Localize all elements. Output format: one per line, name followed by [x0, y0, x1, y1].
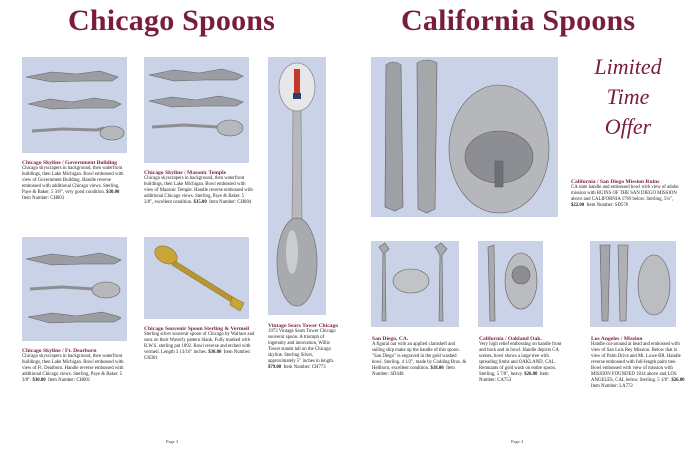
item-price: $30.00	[106, 190, 120, 196]
item-price: $26.00	[671, 377, 685, 383]
item-title: Vintage Sears Tower Chicago	[268, 323, 339, 329]
item-price: $26.00	[524, 371, 538, 377]
item-title: Chicago Skyline / Ft. Dearborn	[22, 348, 97, 354]
item-title: Chicago Skyline / Government Building	[22, 160, 118, 166]
item-title: Chicago Skyline / Masonic Temple	[144, 170, 227, 176]
item-description: Sterling silver souvenir spoon of Chicago by Wallace and sons on their Waverly pattern blank. Fully marked with R.W.S. sterling pat 1892. Bowl reverse and etched with vermeil. Length 3 13/16" inches.	[144, 332, 255, 356]
right-page-title: California Spoons	[401, 4, 636, 37]
spoon-photo-san-diego	[371, 241, 459, 327]
item-price: $30.00	[32, 378, 46, 384]
item-title: California / San Diego Mission Ruins	[571, 179, 660, 185]
offer-line: Time	[606, 84, 650, 109]
spoon-photo-government-building	[22, 57, 127, 153]
item-description: Chicago skyscrapers in background, then waterfront buildings, then Lake Michigan. Bowl embossed with view of Ft. Dearborn. Handle reverse embossed with additional Chicago views. Sterling, Paye & Baker. 5 3/8".	[22, 354, 124, 384]
item-number: Item Number: SD448	[372, 366, 455, 377]
item-number: Item Number: CH773	[283, 364, 326, 370]
item-title: Los Angeles / Mission	[591, 336, 643, 342]
item-price: $18.00	[430, 366, 444, 372]
left-page-title: Chicago Spoons	[68, 4, 276, 37]
spoon-photo-mission-ruins	[371, 57, 558, 217]
item-price: $30.00	[208, 350, 222, 356]
item-description: Handle cut-around at head and embossed with view of San Luis Rey Mission. Below that is view of Palm Drive and Mt. Lowe RR. Handle reverse embossed with full-length palm tree. Bowl embossed with view of mission with MISSION FOUNDED 1814 above and LOS ANGELES, CAL below. Sterling. 5 1/8".	[591, 342, 681, 383]
item-title: Chicago Souvenir Spoon Sterling & Vermeil	[144, 326, 250, 332]
item-description: A figural oar with an applied clamshell and sailing ship make up the handle of this spoon. "San Diego" is engraved in the gold washed bowl. Sterling. 4 1/2", made by Codding Bros. & Heilborn, excellent condition.	[372, 342, 467, 372]
item-government-building	[22, 160, 128, 202]
item-description: Chicago skyscrapers in background, then waterfront buildings, then Lake Michigan. Bowl embossed with view of Masonic Temple. Handle reverse embossed with additional Chicago views. Sterling, Paye & Baker. 5 3/8", excellent condition.	[144, 176, 253, 206]
right-page-number: Page 4	[511, 439, 524, 444]
item-price: $35.00	[193, 200, 207, 206]
offer-line: Limited	[594, 54, 662, 79]
item-description: Very high relief embossing on handle front and back and in bowl. Handle depicts CA scenes, bowl shows a large tree with spreading limbs and OAKLAND, CAL. Remnants of gold wash on entire spoon. Sterling, 5 7/8", heavy.	[479, 342, 562, 377]
item-description: 1973 Vintage Sears Tower Chicago souvenir spoon. A triumph of ingenuity and innovation, Willis Tower stands tall on the Chicago skyline. Sterling Silver, approximately 5" inches in length.	[268, 329, 336, 364]
spoon-photo-vermeil	[144, 237, 249, 319]
spoon-photo-sears-tower	[268, 57, 326, 315]
left-page-number: Page 3	[166, 439, 179, 444]
item-price: $22.00	[571, 203, 585, 209]
item-title: San Diego, CA.	[372, 336, 409, 342]
item-san-diego	[372, 336, 468, 378]
item-ft-dearborn	[22, 348, 128, 384]
limited-time-offer	[566, 52, 690, 142]
item-number: Item Number: CA753	[479, 371, 549, 383]
item-oakland-oak	[479, 336, 563, 384]
spoon-photo-ft-dearborn	[22, 237, 127, 341]
item-mission-ruins	[571, 179, 683, 209]
item-masonic-temple	[144, 170, 254, 206]
item-sears-tower	[268, 323, 340, 371]
spoon-photo-la-mission	[590, 241, 676, 327]
spoon-photo-masonic-temple	[144, 57, 249, 163]
item-number: Item Number: CH004	[209, 200, 252, 206]
item-number: Item Number: CH001	[48, 378, 91, 384]
item-price: $79.00	[268, 364, 282, 370]
item-title: California / Oakland Oak.	[479, 336, 542, 342]
item-description: CA state handle and embossed bowl with view of adobe mission with RUINS OF THE SAN DIEGO MISSION above and CALIFORNIA 1769 below. Sterling, 5¼",	[571, 185, 679, 203]
item-vermeil	[144, 326, 256, 362]
spoon-photo-oakland-oak	[478, 241, 543, 327]
offer-line: Offer	[604, 114, 652, 139]
item-number: Item Number: CH003	[22, 195, 65, 201]
item-la-mission	[591, 336, 687, 390]
item-number: Item Number: LA772	[591, 383, 633, 389]
item-number: Item Number: CH301	[144, 350, 251, 362]
item-number: Item Number: SD576	[586, 203, 629, 209]
item-description: Chicago skyscrapers in background, then waterfront buildings, then Lake Michigan. Bowl embossed with view of Government Building. Handle reverse embossed with additional Chicago views. Sterling, Paye & Baker. 5 3/8", very good condition.	[22, 166, 124, 196]
